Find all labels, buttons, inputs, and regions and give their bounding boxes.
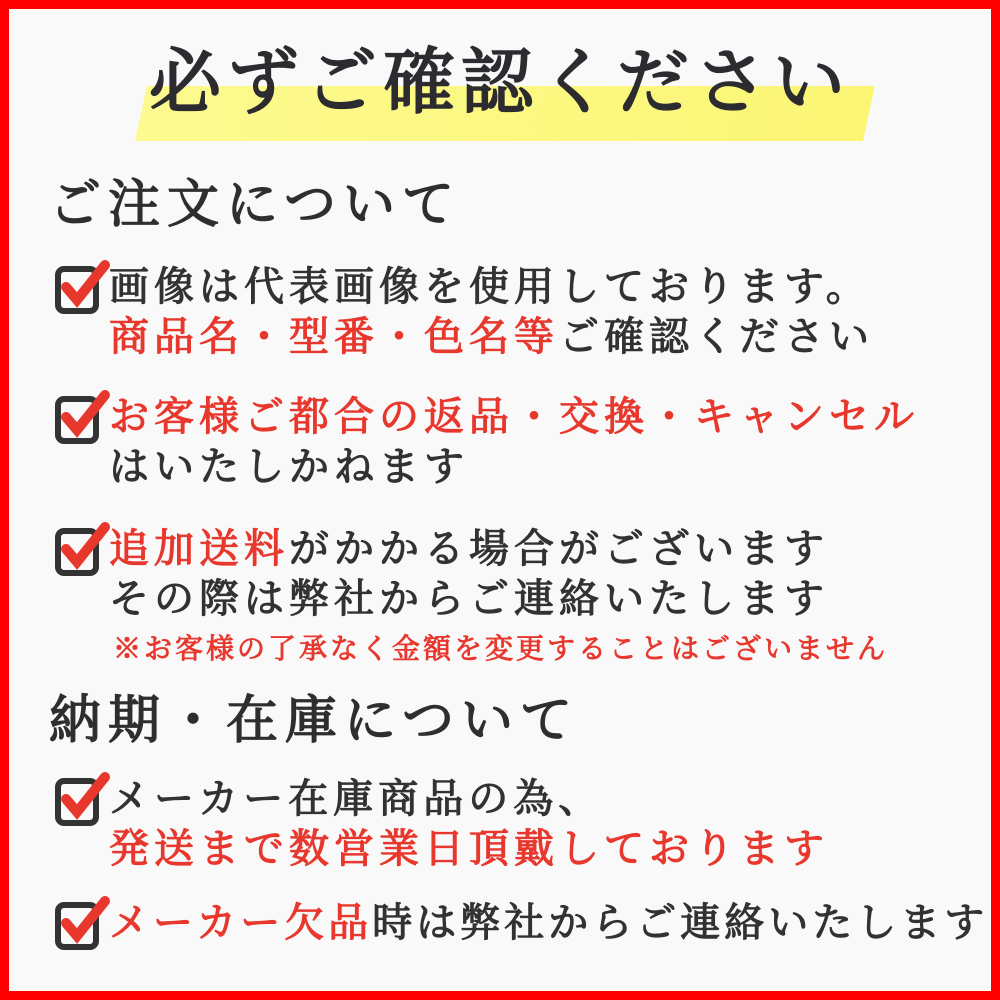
notice-content: [9, 172, 991, 950]
item-text-red: メーカー欠品: [109, 899, 373, 945]
notice-item-maker-out-of-stock: [55, 898, 989, 950]
page-title-text: 必ずご確認ください: [148, 43, 851, 123]
item-text-red: 発送まで数営業日頂戴しております: [109, 825, 829, 871]
item-text-black: 画像は代表画像を使用しております。: [109, 263, 871, 309]
page-title: [9, 35, 991, 132]
item-text-black: ご確認ください: [559, 313, 874, 359]
item-line: [109, 898, 988, 948]
item-line: [109, 442, 919, 492]
item-line: [109, 392, 919, 442]
item-line: [109, 824, 829, 874]
checkbox-icon: [55, 396, 99, 444]
section-heading-orders: ご注文について: [49, 177, 461, 235]
item-line: [109, 574, 888, 624]
checkbox-icon: [55, 528, 99, 576]
item-text-black: はいたしかねます: [109, 443, 469, 489]
section-heading-delivery-stock: 納期・在庫について: [49, 693, 579, 751]
notice-item-representative-image: [55, 262, 953, 362]
item-text-red: お客様ご都合の返品・交換・キャンセル: [109, 393, 919, 439]
item-text-black: がかかる場合がございます: [289, 525, 829, 571]
notice-item-maker-stock: [55, 774, 953, 874]
item-text-black: メーカー在庫商品の為、: [109, 775, 604, 821]
item-text-black: その際は弊社からご連絡いたします: [109, 575, 829, 621]
item-line: [109, 774, 829, 824]
item-note: ※お客様の了承なく金額を変更することはございません: [113, 633, 889, 665]
item-text-black: 時は弊社からご連絡いたします: [372, 899, 989, 945]
checkbox-icon: [55, 266, 99, 314]
notice-item-extra-shipping: [55, 524, 953, 668]
item-text-red: 追加送料: [109, 525, 289, 571]
checkbox-icon: [55, 902, 99, 950]
item-text-red: 商品名・型番・色名等: [109, 313, 559, 359]
item-line: [109, 524, 888, 574]
item-line: [109, 312, 874, 362]
item-line: [109, 262, 874, 312]
checkbox-icon: [55, 778, 99, 826]
notice-item-no-returns: [55, 392, 953, 492]
